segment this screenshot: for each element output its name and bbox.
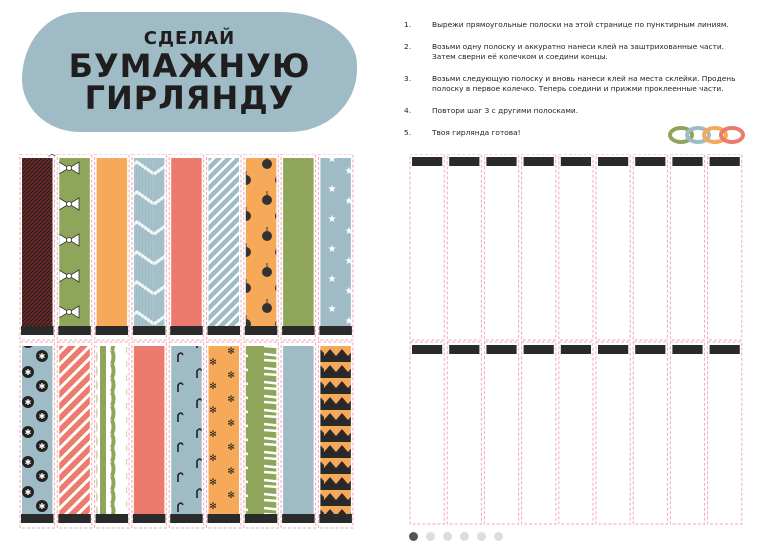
page-dot-2[interactable] <box>426 532 435 541</box>
title-line-2: БУМАЖНУЮ <box>68 47 311 85</box>
step-number: 3. <box>404 73 412 83</box>
blank-strip <box>522 154 556 340</box>
strip-top-green <box>281 154 316 340</box>
blank-strip <box>708 154 742 340</box>
step-text: Возьми следующую полоску и вновь нанеси клей на места склейки. Продень полоску в первое колечко. Теперь соедини и прижми проклеенные части. <box>432 73 736 93</box>
title-line-1: СДЕЛАЙ <box>143 28 236 49</box>
strip-bottom-blue-flowers <box>20 342 55 528</box>
strips-svg <box>18 154 360 530</box>
step-text: Возьми одну полоску и аккуратно нанеси клей на заштрихованные части. Затем сверни её колечком и соедини концы. <box>432 41 725 61</box>
strip-top-blue-zigzag <box>132 154 167 340</box>
strip-bottom-orange-snowflakes <box>207 342 242 528</box>
blank-strip <box>522 342 556 524</box>
page-dot-5[interactable] <box>477 532 486 541</box>
strip-top-dark-hatch <box>20 154 55 340</box>
strip-bottom-green-ladder <box>244 342 278 528</box>
strip-top-orange-ornaments <box>244 154 278 340</box>
scissors-icon: ✂ <box>48 154 57 161</box>
blank-strip <box>670 154 704 340</box>
strip-bottom-blue <box>281 342 316 528</box>
blank-strip <box>410 342 444 524</box>
strip-top-blue-diagonal <box>207 154 242 340</box>
blank-strip <box>447 154 481 340</box>
step-3 <box>404 74 744 94</box>
left-page <box>0 0 372 547</box>
step-text: Твоя гирлянда готова! <box>432 127 521 137</box>
blank-strip <box>559 342 593 524</box>
pagination-dots <box>409 532 503 541</box>
strip-bottom-red <box>132 342 167 528</box>
strip-grid <box>18 154 360 534</box>
blank-strip <box>596 154 630 340</box>
step-text: Вырежи прямоугольные полоски на этой странице по пунктирным линиям. <box>432 20 729 29</box>
step-number: 5. <box>404 127 412 137</box>
step-number: 1. <box>404 20 412 29</box>
page-dot-4[interactable] <box>460 532 469 541</box>
step-text: Повтори шаг 3 с другими полосками. <box>432 105 579 115</box>
title-line-3: ГИРЛЯНДУ <box>84 79 295 117</box>
strip-bottom-blue-candycanes <box>169 342 204 528</box>
strip-bottom-green-wavy <box>95 342 130 528</box>
step-number: 4. <box>404 105 412 115</box>
title <box>22 28 357 117</box>
page-dot-1[interactable] <box>409 532 418 541</box>
step-2 <box>404 42 744 62</box>
page-dot-3[interactable] <box>443 532 452 541</box>
page-dot-6[interactable] <box>494 532 503 541</box>
blank-strip <box>484 154 518 340</box>
step-4 <box>404 106 744 116</box>
strip-top-green-bows <box>57 154 92 340</box>
blank-strip <box>708 342 742 524</box>
blank-strip <box>410 154 444 340</box>
strip-top-red <box>169 154 204 340</box>
strip-bottom-orange-zigzag <box>318 342 353 528</box>
strip-bottom-red-diagonal <box>57 342 92 528</box>
blank-strip <box>633 154 667 340</box>
blank-strip <box>596 342 630 524</box>
blank-strip <box>670 342 704 524</box>
step-number: 2. <box>404 41 412 51</box>
strip-top-orange <box>95 154 130 340</box>
blank-strip <box>447 342 481 524</box>
blank-strip <box>484 342 518 524</box>
blank-strip <box>559 154 593 340</box>
step-1 <box>404 20 744 30</box>
blank-strip-grid <box>408 154 748 526</box>
right-page <box>384 0 770 547</box>
blank-strip <box>633 342 667 524</box>
strip-top-blue-stars <box>318 154 353 340</box>
garland-chain-icon <box>667 120 747 150</box>
